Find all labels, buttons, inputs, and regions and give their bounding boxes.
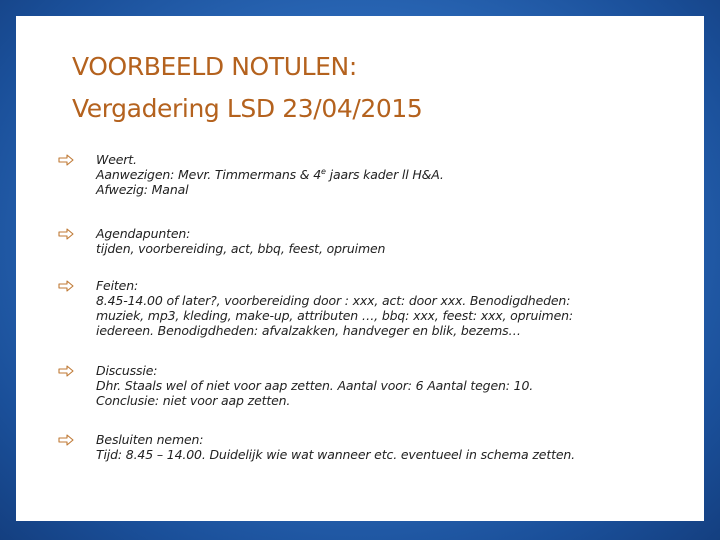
attendees-text: Aanwezigen: Mevr. Timmermans & 4 [96, 167, 322, 182]
attendees-suffix: jaars kader ll H&A. [325, 167, 444, 182]
bullet-line: Afwezig: Manal [96, 182, 189, 197]
bullet-line: iedereen. Benodigdheden: afvalzakken, handveger en blik, bezems… [96, 323, 521, 338]
bullet-line: Dhr. Staals wel of niet voor aap zetten. Aantal voor: 6 Aantal tegen: 10. [96, 378, 534, 393]
bullet-line: Feiten: [96, 278, 139, 293]
arrow-bullet-icon [58, 434, 74, 446]
arrow-bullet-icon [58, 365, 74, 377]
title-line-2: Vergadering LSD 23/04/2015 [72, 94, 423, 123]
bullet-line: Discussie: [96, 363, 158, 378]
bullet-line: tijden, voorbereiding, act, bbq, feest, opruimen [96, 241, 386, 256]
bullet-line: Agendapunten: [96, 226, 191, 241]
bullet-line: Besluiten nemen: [96, 432, 204, 447]
bullet-line: Tijd: 8.45 – 14.00. Duidelijk wie wat wanneer etc. eventueel in schema zetten. [96, 447, 575, 462]
bullet-line: Weert. [96, 152, 137, 167]
slide-title [72, 46, 692, 130]
bullet-text [96, 363, 686, 408]
bullet-line: Conclusie: niet voor aap zetten. [96, 393, 291, 408]
bullet-line: muziek, mp3, kleding, make-up, attributen …, bbq: xxx, feest: xxx, opruimen: [96, 308, 573, 323]
bullet-text [96, 278, 686, 338]
bullet-line: 8.45-14.00 of later?, voorbereiding door : xxx, act: door xxx. Benodigdheden: [96, 293, 571, 308]
bullet-text [96, 432, 686, 462]
title-line-1: VOORBEELD NOTULEN: [72, 52, 357, 81]
arrow-bullet-icon [58, 280, 74, 292]
arrow-bullet-icon [58, 228, 74, 240]
superscript-text: e [321, 166, 326, 176]
arrow-bullet-icon [58, 154, 74, 166]
bullet-text [96, 226, 686, 256]
bullet-line [96, 167, 686, 182]
bullet-text [96, 152, 686, 197]
